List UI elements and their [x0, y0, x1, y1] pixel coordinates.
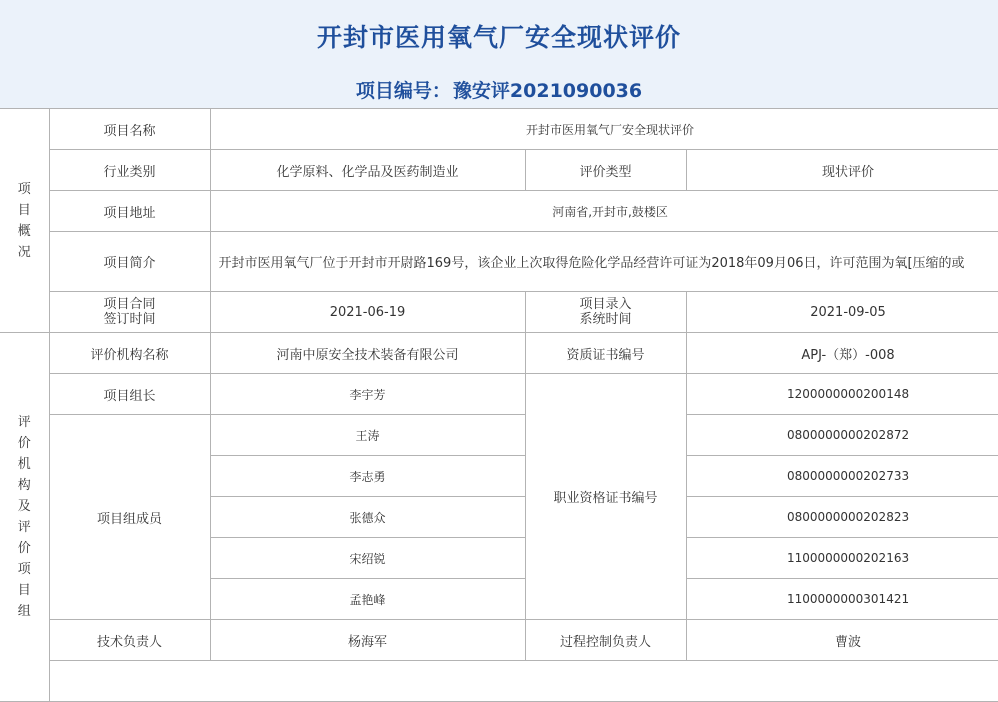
section-overview: 项 目 概 况: [0, 109, 49, 333]
page-header: [0, 0, 998, 109]
table-row: [0, 109, 998, 150]
tech-lead-value: 杨海军: [210, 620, 525, 661]
empty-row: [49, 661, 998, 702]
entry-time-label: 项目录入 系统时间: [525, 292, 686, 333]
table-row: [0, 292, 998, 333]
project-number: [0, 76, 998, 103]
member-name: 张德众: [210, 497, 525, 538]
tech-lead-label: 技术负责人: [49, 620, 210, 661]
table-row: [0, 232, 998, 292]
member-cert: 0800000000202823: [686, 497, 998, 538]
member-cert: 0800000000202733: [686, 456, 998, 497]
table-row: [0, 150, 998, 191]
eval-type-label: 评价类型: [525, 150, 686, 191]
qual-cert-label: 资质证书编号: [525, 333, 686, 374]
project-name-label: 项目名称: [49, 109, 210, 150]
member-name: 王涛: [210, 415, 525, 456]
intro-value: 开封市医用氧气厂位于开封市开尉路169号，该企业上次取得危险化学品经营许可证为2018年09月06日，许可范围为氧[压缩的或: [210, 232, 998, 292]
table-row: [0, 415, 998, 456]
process-lead-value: 曹波: [686, 620, 998, 661]
project-info-table: [0, 108, 998, 702]
member-name: 孟艳峰: [210, 579, 525, 620]
org-name-label: 评价机构名称: [49, 333, 210, 374]
member-name: 李志勇: [210, 456, 525, 497]
industry-value: 化学原料、化学品及医药制造业: [210, 150, 525, 191]
eval-type-value: 现状评价: [686, 150, 998, 191]
section-team: 评 价 机 构 及 评 价 项 目 组: [0, 333, 49, 702]
process-lead-label: 过程控制负责人: [525, 620, 686, 661]
industry-label: 行业类别: [49, 150, 210, 191]
page-title: 开封市医用氧气厂安全现状评价: [316, 23, 681, 52]
contract-time-value: 2021-06-19: [210, 292, 525, 333]
table-row: [0, 333, 998, 374]
leader-cert: 1200000000200148: [686, 374, 998, 415]
project-name-value: 开封市医用氧气厂安全现状评价: [210, 109, 998, 150]
table-row: [0, 374, 998, 415]
members-label: 项目组成员: [49, 415, 210, 620]
address-value: 河南省,开封市,鼓楼区: [210, 191, 998, 232]
qual-cert-value: APJ-（郑）-008: [686, 333, 998, 374]
member-cert: 0800000000202872: [686, 415, 998, 456]
table-row: [0, 191, 998, 232]
org-name-value: 河南中原安全技术装备有限公司: [210, 333, 525, 374]
project-number-value: 豫安评2021090036: [452, 80, 643, 102]
table-row: [0, 661, 998, 702]
intro-label: 项目简介: [49, 232, 210, 292]
prof-cert-label: 职业资格证书编号: [525, 374, 686, 620]
member-cert: 1100000000202163: [686, 538, 998, 579]
address-label: 项目地址: [49, 191, 210, 232]
leader-name: 李宇芳: [210, 374, 525, 415]
leader-label: 项目组长: [49, 374, 210, 415]
entry-time-value: 2021-09-05: [686, 292, 998, 333]
project-number-label: 项目编号：: [355, 80, 451, 102]
member-cert: 1100000000301421: [686, 579, 998, 620]
table-row: [0, 620, 998, 661]
member-name: 宋绍锐: [210, 538, 525, 579]
contract-time-label: 项目合同 签订时间: [49, 292, 210, 333]
